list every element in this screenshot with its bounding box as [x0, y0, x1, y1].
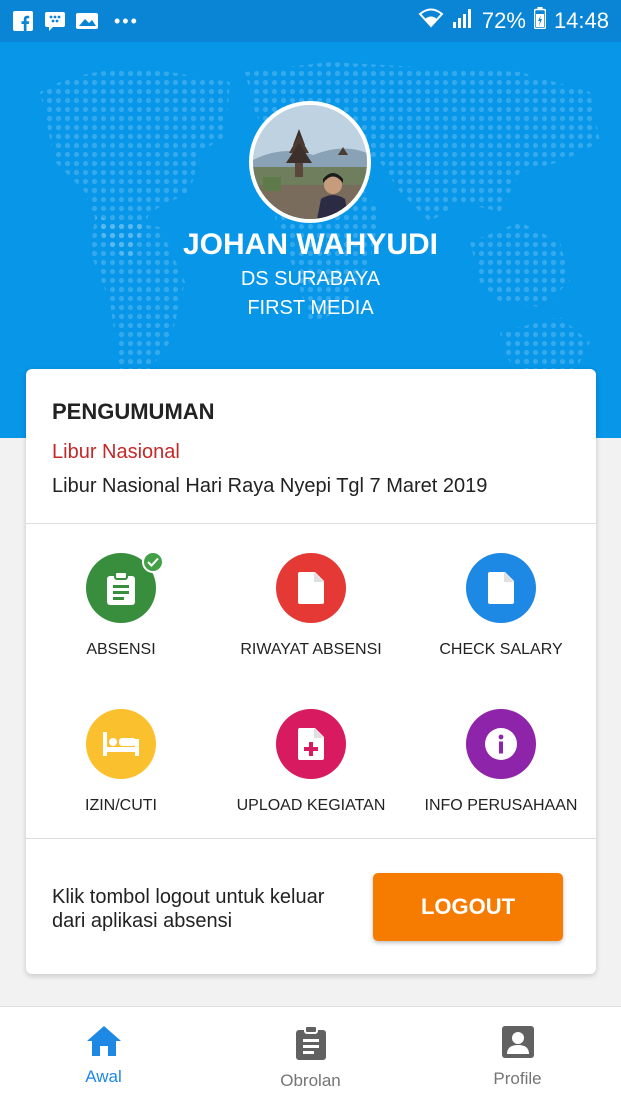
- riwayat-absensi-circle: [276, 553, 346, 623]
- document-icon: [297, 571, 325, 605]
- account-box-icon: [501, 1025, 535, 1059]
- info-icon: [484, 727, 518, 761]
- menu-label-info-perusahaan: INFO PERUSAHAAN: [424, 797, 578, 814]
- check-badge-icon: [142, 551, 164, 573]
- check-salary-circle: [466, 553, 536, 623]
- menu-riwayat-absensi[interactable]: [216, 553, 406, 673]
- announcement-heading: PENGUMUMAN: [52, 399, 215, 424]
- menu-info-perusahaan[interactable]: [406, 709, 596, 829]
- battery-icon: [534, 7, 546, 35]
- avatar: [249, 101, 371, 223]
- info-perusahaan-circle: [466, 709, 536, 779]
- user-name: JOHAN WAHYUDI: [182, 228, 438, 261]
- logout-section: [26, 838, 596, 974]
- clipboard-icon: [105, 571, 137, 605]
- bed-icon: [102, 731, 140, 757]
- wifi-icon: [418, 8, 444, 34]
- nav-obrolan[interactable]: [207, 1007, 414, 1104]
- announcement-body: Libur Nasional Hari Raya Nyepi Tgl 7 Maret 2019: [52, 475, 488, 497]
- more-dots-icon: •••: [114, 10, 139, 31]
- menu-label-izin-cuti: IZIN/CUTI: [85, 797, 157, 814]
- menu-upload-kegiatan[interactable]: [216, 709, 406, 829]
- bottom-nav: [0, 1006, 621, 1104]
- menu-label-riwayat-absensi: RIWAYAT ABSENSI: [240, 641, 382, 658]
- bbm-icon: [44, 10, 66, 32]
- home-icon: [86, 1025, 122, 1057]
- facebook-icon: [12, 10, 34, 32]
- gallery-icon: [76, 10, 98, 32]
- user-company: FIRST MEDIA: [247, 297, 374, 319]
- nav-awal[interactable]: [0, 1007, 207, 1104]
- nav-profile[interactable]: [414, 1007, 621, 1104]
- menu-label-upload-kegiatan: UPLOAD KEGIATAN: [236, 797, 386, 814]
- nav-label-obrolan: Obrolan: [280, 1071, 341, 1090]
- announcement-section: [26, 369, 596, 524]
- logout-button[interactable]: LOGOUT: [373, 873, 563, 941]
- status-bar: [0, 0, 621, 42]
- menu-label-check-salary: CHECK SALARY: [439, 641, 563, 658]
- upload-kegiatan-circle: [276, 709, 346, 779]
- absensi-circle: [86, 553, 156, 623]
- file-plus-icon: [297, 727, 325, 761]
- announcement-title: Libur Nasional: [52, 441, 180, 463]
- menu-check-salary[interactable]: [406, 553, 596, 673]
- clipboard-icon: [295, 1025, 327, 1061]
- nav-label-profile: Profile: [493, 1069, 542, 1088]
- izin-cuti-circle: [86, 709, 156, 779]
- menu-label-absensi: ABSENSI: [86, 641, 156, 658]
- main-card: [26, 369, 596, 974]
- document-icon: [487, 571, 515, 605]
- menu-izin-cuti[interactable]: [26, 709, 216, 829]
- clock: 14:48: [553, 8, 609, 33]
- menu-absensi[interactable]: [26, 553, 216, 673]
- logout-hint: Klik tombol logout untuk keluar dari aplikasi absensi: [52, 886, 325, 932]
- battery-percent: 72%: [481, 8, 526, 33]
- nav-label-awal: Awal: [85, 1067, 122, 1086]
- signal-icon: [452, 8, 474, 34]
- user-branch: DS SURABAYA: [240, 268, 381, 290]
